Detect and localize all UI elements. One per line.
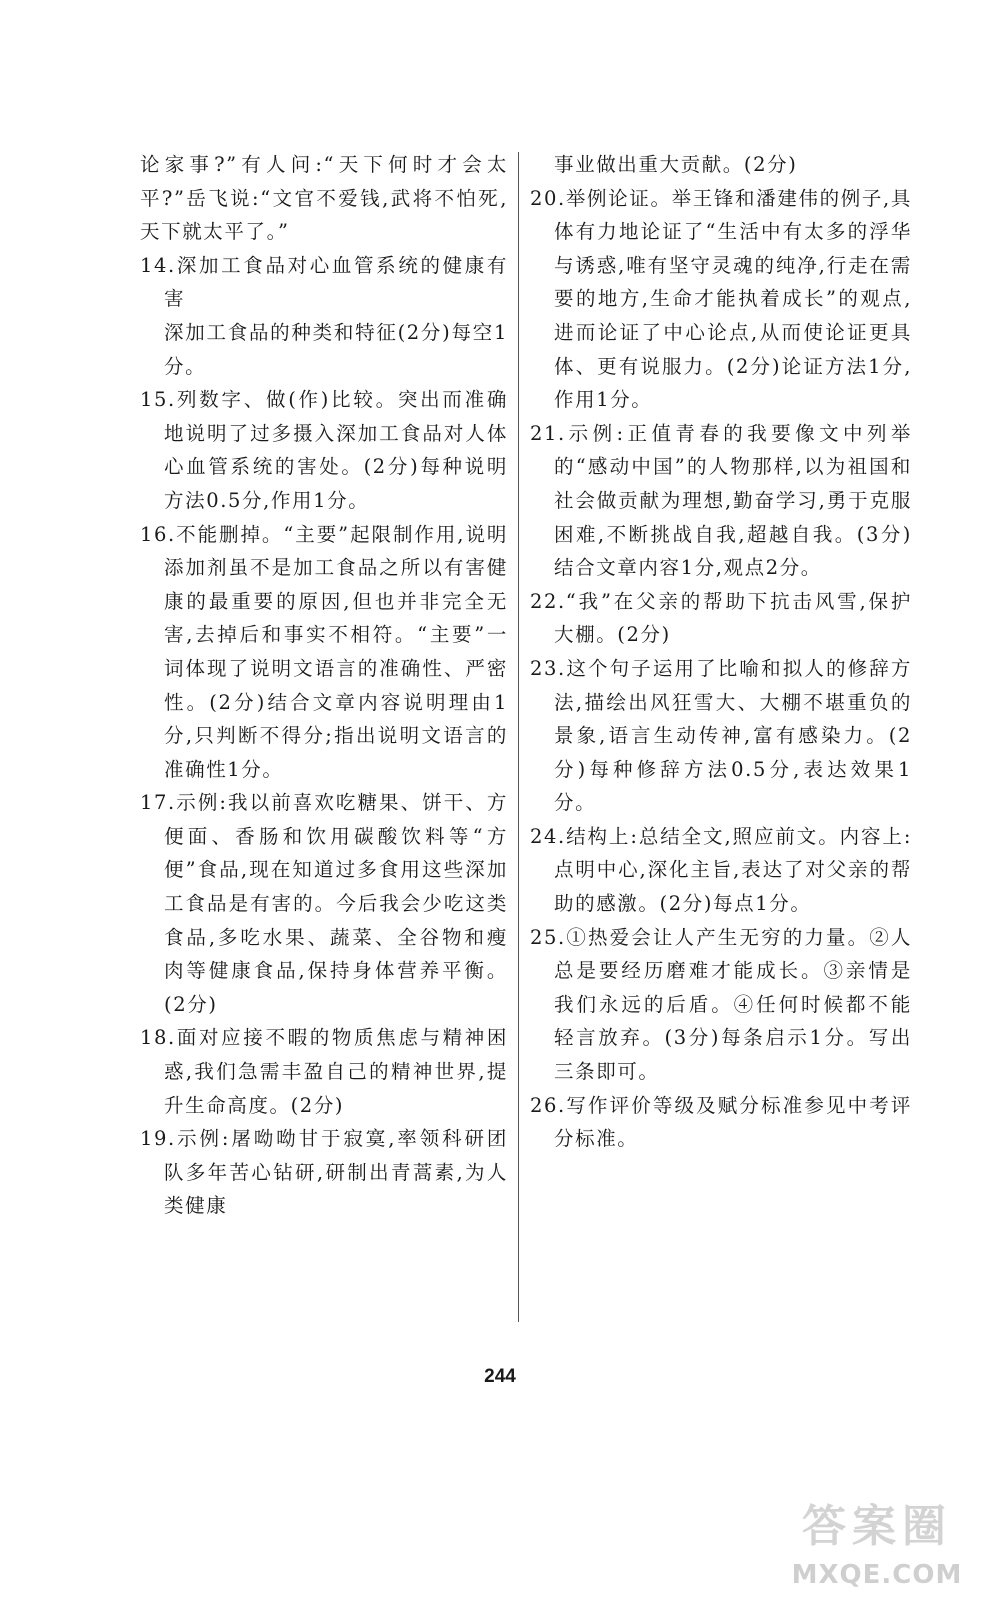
answer-item: 深加工食品的种类和特征(2分)每空1分。 — [164, 320, 508, 378]
answer-item: 14.深加工食品对心血管系统的健康有害 — [140, 253, 508, 311]
answer-item: 22.“我”在父亲的帮助下抗击风雪,保护大棚。(2分) — [530, 589, 912, 647]
answer-item: 16.不能删掉。“主要”起限制作用,说明添加剂虽不是加工食品之所以有害健康的最重要的原因,但也并非完全无害,去掉后和事实不相符。“主要”一词体现了说明文语言的准确性、严密性。(2分)结合文章内容说明理由1分,只判断不得分;指出说明文语言的准确性1分。 — [140, 522, 508, 781]
answer-item: 20.举例论证。举王锋和潘建伟的例子,具体有力地论证了“生活中有太多的浮华与诱惑,唯有坚守灵魂的纯净,行走在需要的地方,生命才能执着成长”的观点,进而论证了中心论点,从而使论证更具体、更有说服力。(2分)论证方法1分,作用1分。 — [530, 186, 912, 412]
column-divider — [518, 152, 519, 1322]
answer-item: 21.示例:正值青春的我要像文中列举的“感动中国”的人物那样,以为祖国和社会做贡献为理想,勤奋学习,勇于克服困难,不断挑战自我,超越自我。(3分)结合文章内容1分,观点2分。 — [530, 421, 912, 580]
answer-item: 25.①热爱会让人产生无穷的力量。②人总是要经历磨难才能成长。③亲情是我们永远的后盾。④任何时候都不能轻言放弃。(3分)每条启示1分。写出三条即可。 — [530, 925, 912, 1084]
answer-item: 17.示例:我以前喜欢吃糖果、饼干、方便面、香肠和饮用碳酸饮料等“方便”食品,现在知道过多食用这些深加工食品是有害的。今后我会少吃这类食品,多吃水果、蔬菜、全谷物和瘦肉等健康食品,保持身体营养平衡。(2分) — [140, 791, 508, 1016]
answer-item: 23.这个句子运用了比喻和拟人的修辞方法,描绘出风狂雪大、大棚不堪重负的景象,语言生动传神,富有感染力。(2分)每种修辞方法0.5分,表达效果1分。 — [530, 656, 912, 815]
answer-item: 论家事?”有人问:“天下何时才会太平?”岳飞说:“文官不爱钱,武将不怕死,天下就太平了。” — [140, 153, 508, 244]
page-number: 244 — [484, 1366, 516, 1387]
watermark-url: MXQE.COM — [791, 1560, 963, 1590]
watermark-logo: 答案圈 — [802, 1501, 952, 1552]
watermark — [772, 1498, 982, 1590]
answer-item: 24.结构上:总结全文,照应前文。内容上:点明中心,深化主旨,表达了对父亲的帮助的感激。(2分)每点1分。 — [530, 824, 912, 916]
answer-item: 事业做出重大贡献。(2分) — [554, 153, 798, 176]
answer-item: 18.面对应接不暇的物质焦虑与精神困惑,我们急需丰盈自己的精神世界,提升生命高度。(2分) — [140, 1026, 508, 1117]
answer-item: 15.列数字、做(作)比较。突出而准确地说明了过多摄入深加工食品对人体心血管系统的害处。(2分)每种说明方法0.5分,作用1分。 — [140, 388, 508, 512]
right-column — [530, 148, 912, 1156]
left-column — [140, 148, 508, 1223]
answer-item: 26.写作评价等级及赋分标准参见中考评分标准。 — [530, 1093, 912, 1151]
answer-item: 19.示例:屠呦呦甘于寂寞,率领科研团队多年苦心钻研,研制出青蒿素,为人类健康 — [140, 1127, 508, 1218]
